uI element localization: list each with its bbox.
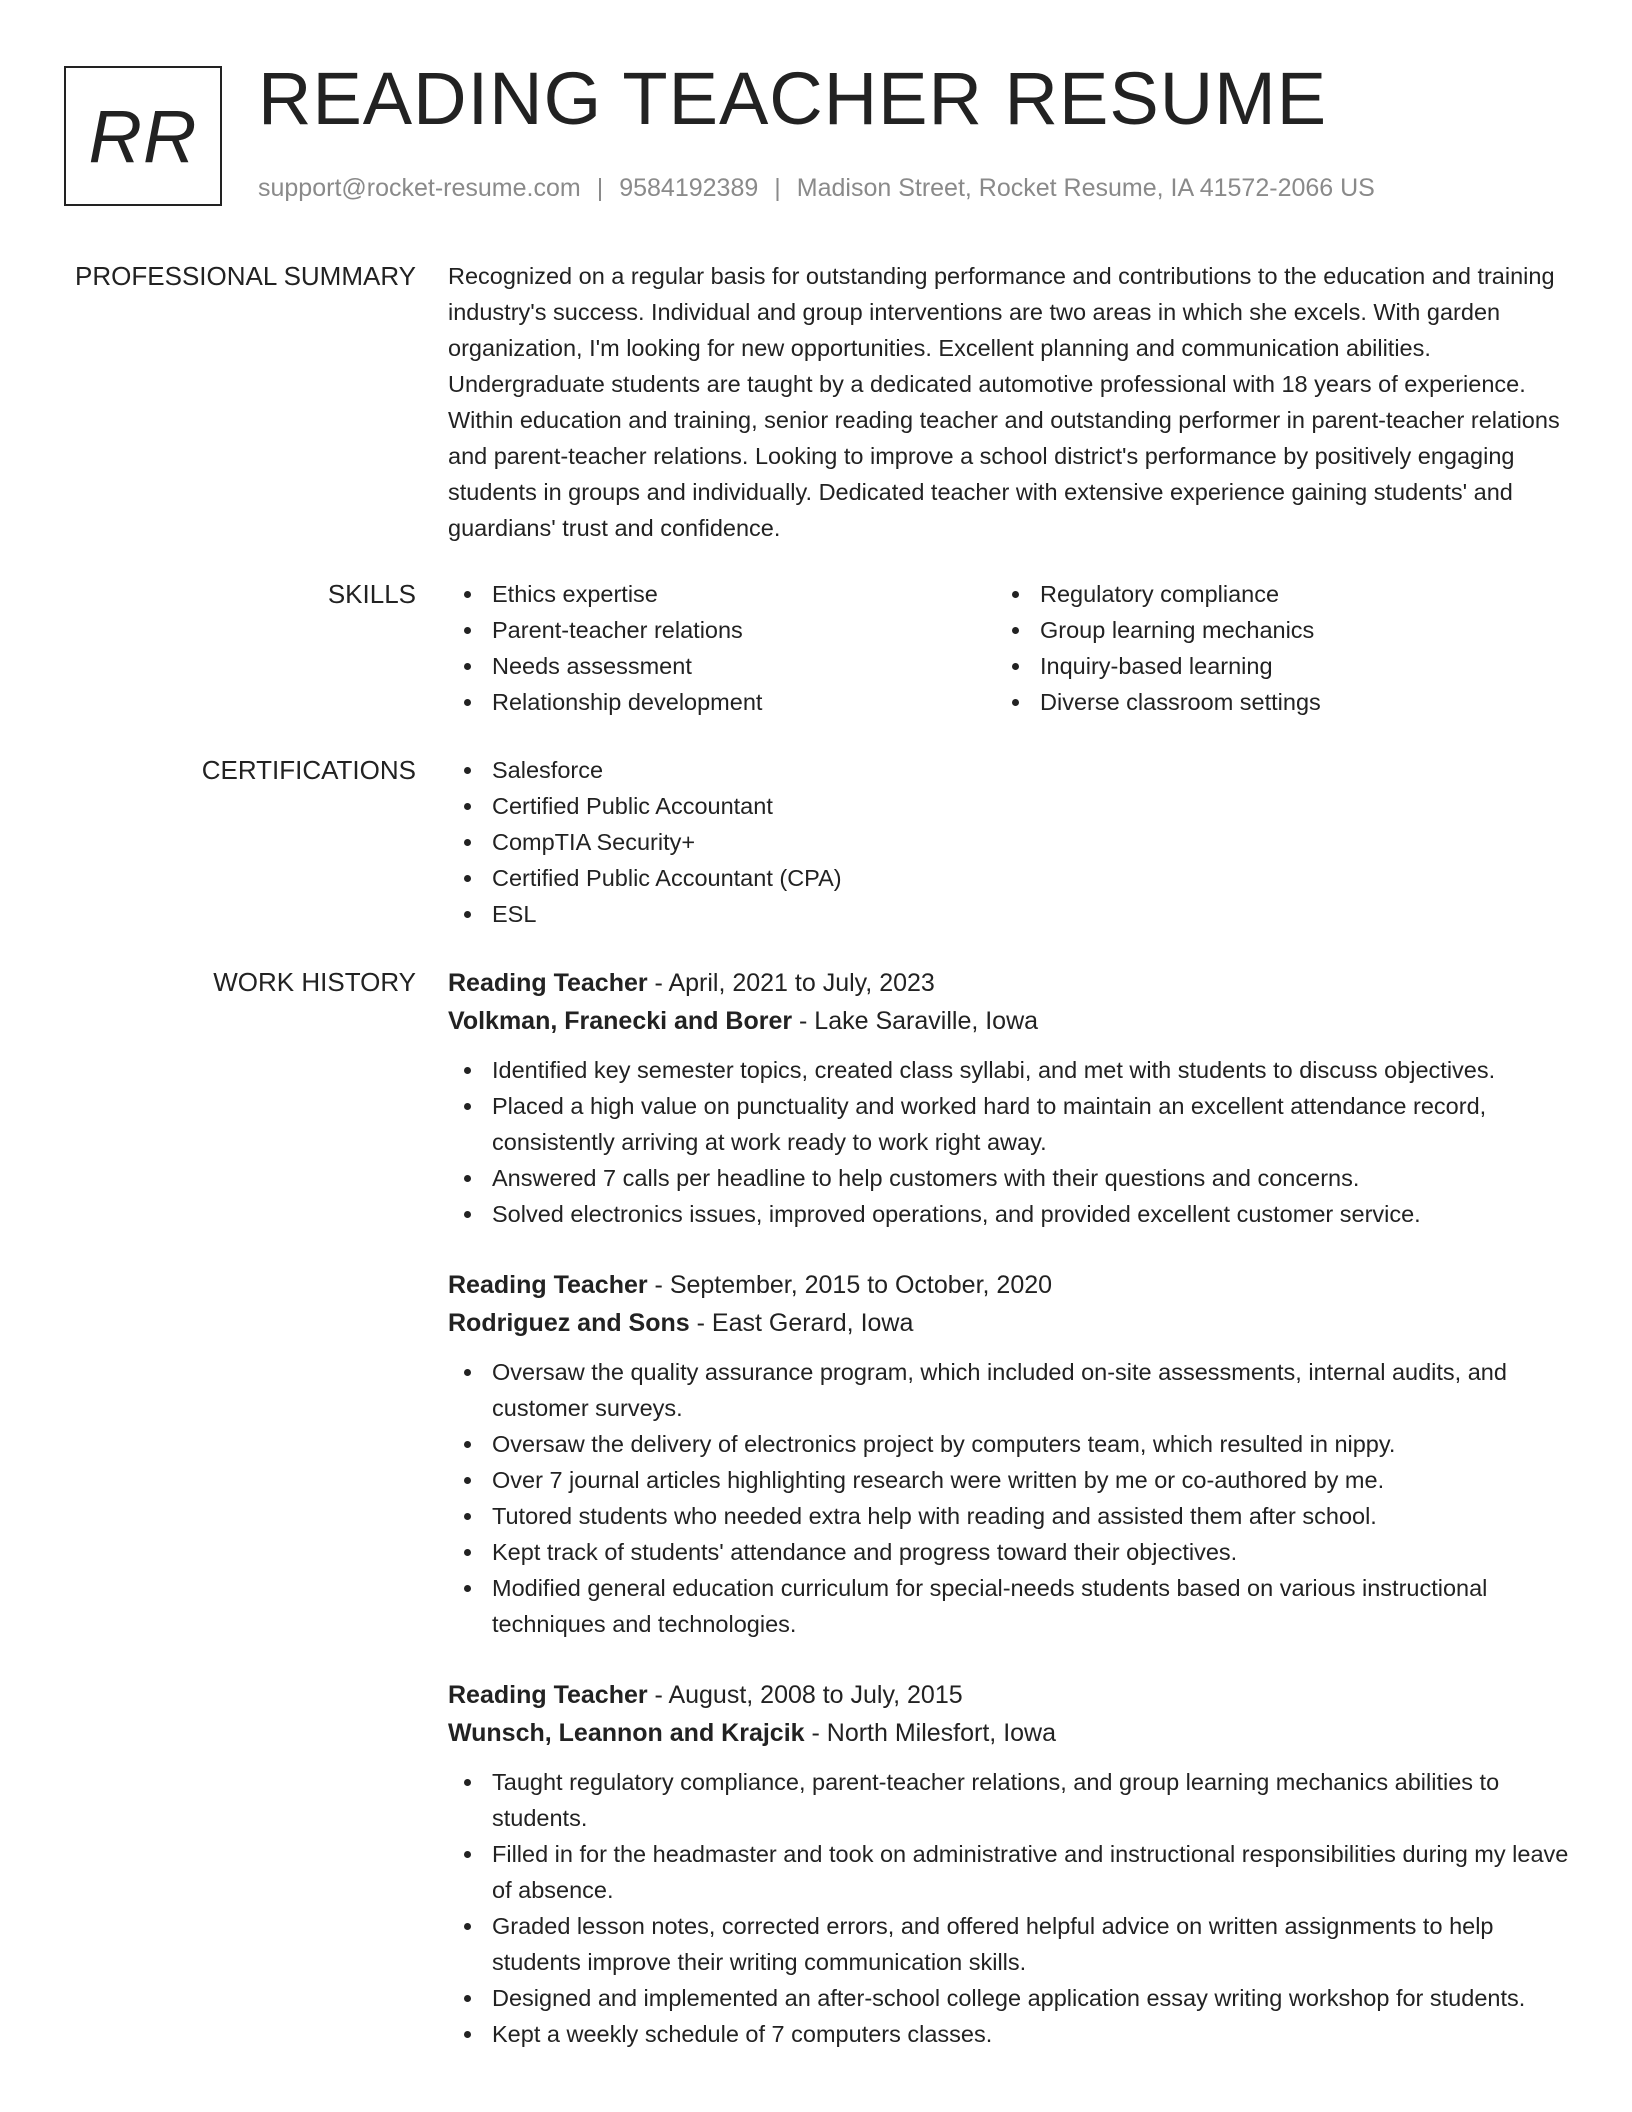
job-entry	[448, 1676, 1572, 2052]
job-duty-item: Identified key semester topics, created class syllabi, and met with students to discuss objectives.	[448, 1052, 1572, 1088]
job-duty-item: Filled in for the headmaster and took on administrative and instructional responsibilities during my leave of absence.	[448, 1836, 1572, 1908]
contact-email: support@rocket-resume.com	[258, 174, 581, 202]
job-duties-list	[448, 1354, 1572, 1642]
certification-item: ESL	[448, 896, 1572, 932]
skill-item: Inquiry-based learning	[996, 648, 1544, 684]
job-duty-item: Over 7 journal articles highlighting research were written by me or co-authored by me.	[448, 1462, 1572, 1498]
contact-separator: |	[774, 174, 781, 202]
job-dates: - August, 2008 to July, 2015	[647, 1681, 963, 1709]
skill-item: Regulatory compliance	[996, 576, 1544, 612]
skills-section	[64, 576, 1572, 720]
job-duty-item: Answered 7 calls per headline to help customers with their questions and concerns.	[448, 1160, 1572, 1196]
job-location: - North Milesfort, Iowa	[804, 1719, 1056, 1747]
summary-section	[64, 258, 1572, 546]
job-duty-item: Kept a weekly schedule of 7 computers classes.	[448, 2016, 1572, 2052]
certification-item: Certified Public Accountant (CPA)	[448, 860, 1572, 896]
certifications-list	[448, 752, 1572, 932]
skill-item: Ethics expertise	[448, 576, 996, 612]
job-duties-list	[448, 1764, 1572, 2052]
job-duty-item: Kept track of students' attendance and progress toward their objectives.	[448, 1534, 1572, 1570]
certification-item: Salesforce	[448, 752, 1572, 788]
skill-item: Parent-teacher relations	[448, 612, 996, 648]
job-duties-list	[448, 1052, 1572, 1232]
summary-text: Recognized on a regular basis for outstanding performance and contributions to the education and training industry's success. Individual and group interventions are two areas in which she excels. With garden organization, I'm looking for new opportunities. Excellent planning and communication abilities. Undergraduate students are taught by a dedicated automotive professional with 18 years of experience. Within education and training, senior reading teacher and outstanding performer in parent-teacher relations and parent-teacher relations. Looking to improve a school district's performance by positively engaging students in groups and individually. Dedicated teacher with extensive experience gaining students' and guardians' trust and confidence.	[448, 263, 1560, 541]
job-company: Volkman, Franecki and Borer	[448, 1007, 793, 1035]
job-title: Reading Teacher	[448, 969, 648, 997]
job-company: Wunsch, Leannon and Krajcik	[448, 1719, 805, 1747]
skill-item: Relationship development	[448, 684, 996, 720]
section-label-certifications: CERTIFICATIONS	[201, 755, 416, 785]
work-history-section	[64, 964, 1572, 2052]
skill-item: Group learning mechanics	[996, 612, 1544, 648]
job-entry	[448, 1266, 1572, 1642]
monogram-logo: RR	[64, 66, 222, 206]
skills-list-left	[448, 576, 996, 720]
job-title: Reading Teacher	[448, 1271, 648, 1299]
job-dates: - April, 2021 to July, 2023	[647, 969, 935, 997]
job-duty-item: Placed a high value on punctuality and worked hard to maintain an excellent attendance record, consistently arriving at work ready to work right away.	[448, 1088, 1572, 1160]
job-company-line	[448, 1714, 1572, 1752]
job-entry	[448, 964, 1572, 1232]
section-label-skills: SKILLS	[327, 579, 416, 609]
contact-address: Madison Street, Rocket Resume, IA 41572-2066 US	[796, 174, 1375, 202]
certifications-section	[64, 752, 1572, 932]
contact-line	[258, 174, 1375, 203]
job-title-line	[448, 964, 1572, 1002]
resume-title: READING TEACHER RESUME	[258, 57, 1328, 140]
certification-item: CompTIA Security+	[448, 824, 1572, 860]
resume-body	[64, 258, 1572, 2052]
job-duty-item: Taught regulatory compliance, parent-teacher relations, and group learning mechanics abilities to students.	[448, 1764, 1572, 1836]
job-company: Rodriguez and Sons	[448, 1309, 690, 1337]
job-company-line	[448, 1002, 1572, 1040]
job-title-line	[448, 1676, 1572, 1714]
contact-phone: 9584192389	[619, 174, 759, 202]
skill-item: Diverse classroom settings	[996, 684, 1544, 720]
section-label-work-history: WORK HISTORY	[213, 967, 416, 997]
job-dates: - September, 2015 to October, 2020	[647, 1271, 1053, 1299]
skills-list-right	[996, 576, 1544, 720]
contact-separator: |	[596, 174, 604, 202]
job-title-line	[448, 1266, 1572, 1304]
job-duty-item: Solved electronics issues, improved operations, and provided excellent customer service.	[448, 1196, 1572, 1232]
job-duty-item: Graded lesson notes, corrected errors, and offered helpful advice on written assignments to help students improve their writing communication skills.	[448, 1908, 1572, 1980]
job-duty-item: Tutored students who needed extra help with reading and assisted them after school.	[448, 1498, 1572, 1534]
job-duty-item: Modified general education curriculum for special-needs students based on various instructional techniques and technologies.	[448, 1570, 1572, 1642]
job-duty-item: Oversaw the quality assurance program, which included on-site assessments, internal audits, and customer surveys.	[448, 1354, 1572, 1426]
job-company-line	[448, 1304, 1572, 1342]
job-title: Reading Teacher	[448, 1681, 648, 1709]
section-label-summary: PROFESSIONAL SUMMARY	[75, 261, 416, 291]
job-duty-item: Oversaw the delivery of electronics project by computers team, which resulted in nippy.	[448, 1426, 1572, 1462]
job-location: - Lake Saraville, Iowa	[792, 1007, 1039, 1035]
skill-item: Needs assessment	[448, 648, 996, 684]
job-duty-item: Designed and implemented an after-school college application essay writing workshop for students.	[448, 1980, 1572, 2016]
certification-item: Certified Public Accountant	[448, 788, 1572, 824]
job-location: - East Gerard, Iowa	[689, 1309, 914, 1337]
